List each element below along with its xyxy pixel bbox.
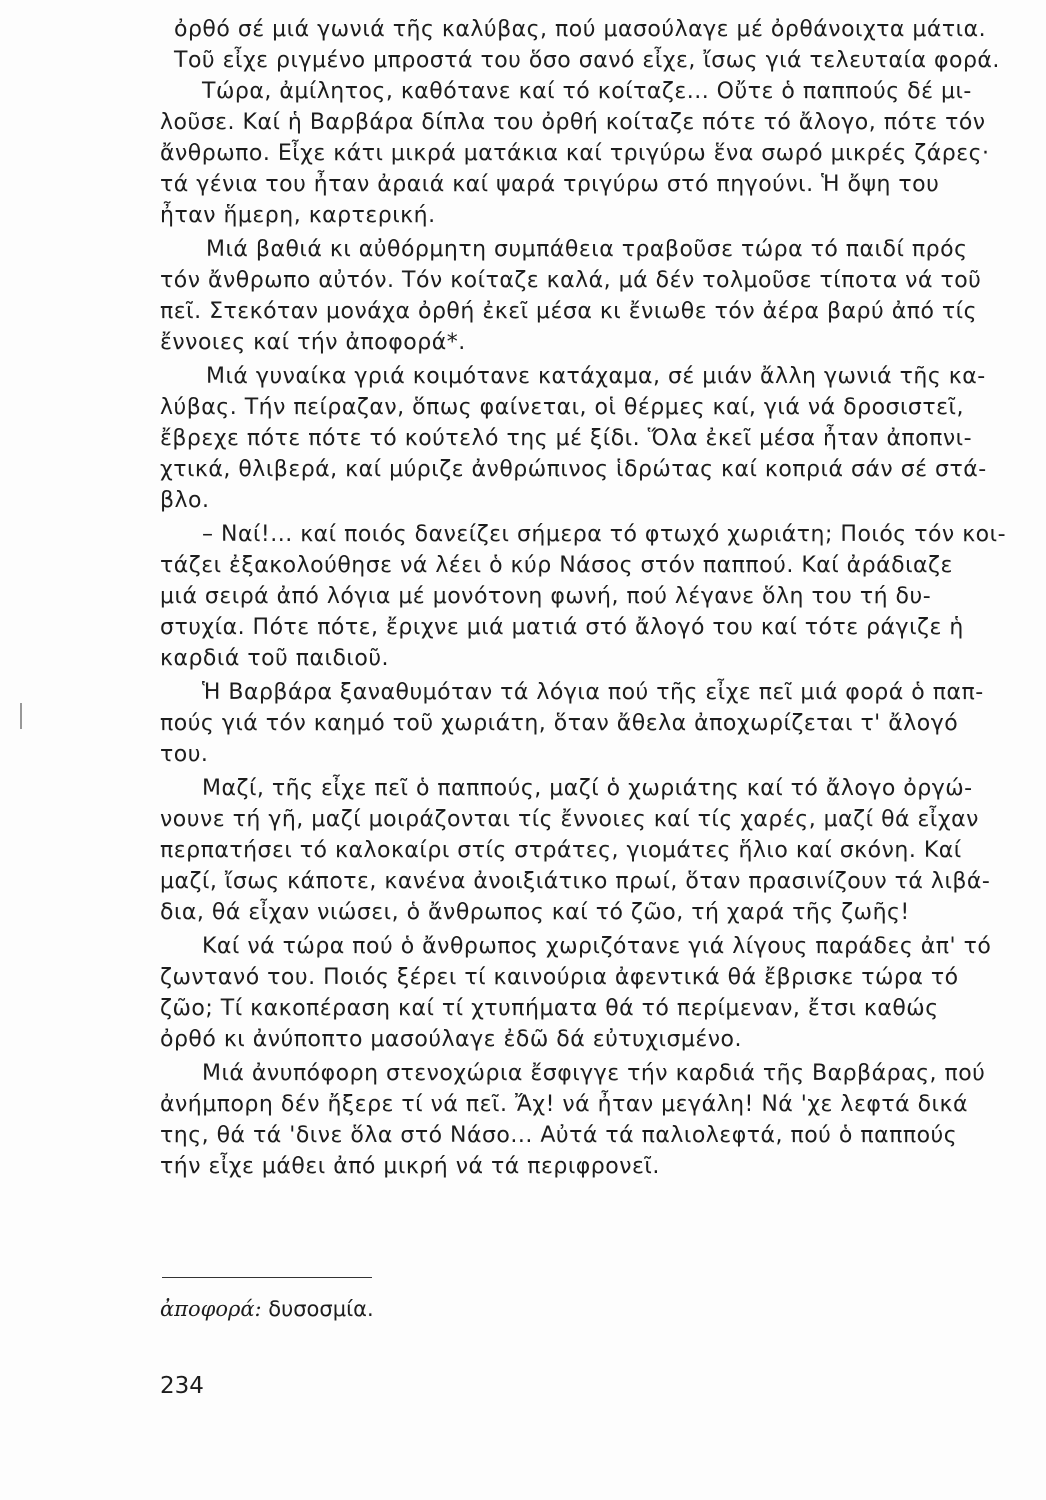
text-line: ἦταν ἥμερη, καρτερική. [160, 203, 436, 228]
text-line: ὀρθό σέ μιά γωνιά τῆς καλύβας, πού μασούλαγε μέ ὀρθάνοιχτα μάτια. [174, 17, 987, 42]
text-line: πούς γιά τόν καημό τοῦ χωριάτη, ὅταν ἄθελα ἀποχωρίζεται τ' ἄλογό [160, 711, 959, 736]
text-line: λύβας. Τήν πείραζαν, ὅπως φαίνεται, οἱ θέρμες καί, γιά νά δροσιστεῖ, [160, 395, 964, 420]
text-line: μιά σειρά ἀπό λόγια μέ μονότονη φωνή, πού λέγανε ὅλη του τή δυ- [160, 584, 932, 609]
text-line: περπατήσει τό καλοκαίρι στίς στράτες, γιομάτες ἥλιο καί σκόνη. Καί [160, 838, 962, 863]
text-line: νουνε τή γῆ, μαζί μοιράζονται τίς ἔννοιες καί τίς χαρές, μαζί θά εἶχαν [160, 807, 979, 832]
footnote-definition: δυσοσμία. [261, 1297, 374, 1321]
text-line: Τώρα, ἀμίλητος, καθότανε καί τό κοίταζε... Οὔτε ὁ παππούς δέ μι- [202, 79, 972, 104]
text-line: δια, θά εἶχαν νιώσει, ὁ ἄνθρωπος καί τό ζῶο, τή χαρά τῆς ζωῆς! [160, 900, 910, 925]
text-line: καρδιά τοῦ παιδιοῦ. [160, 646, 390, 671]
text-line: ζωντανό του. Ποιός ξέρει τί καινούρια ἀφεντικά θά ἔβρισκε τώρα τό [160, 965, 959, 990]
text-line: στυχία. Πότε πότε, ἔριχνε μιά ματιά στό ἄλογό του καί τότε ράγιζε ἡ [160, 615, 964, 640]
text-line: Μιά βαθιά κι αὐθόρμητη συμπάθεια τραβοῦσε τώρα τό παιδί πρός [206, 237, 968, 262]
text-line: ἔννοιες καί τήν ἀποφορά*. [160, 330, 466, 355]
text-line: Μαζί, τῆς εἶχε πεῖ ὁ παππούς, μαζί ὁ χωριάτης καί τό ἄλογο ὀργώ- [202, 776, 973, 801]
text-line: τήν εἶχε μάθει ἀπό μικρή νά τά περιφρονεῖ. [160, 1154, 660, 1179]
page-number: 234 [160, 1373, 204, 1399]
text-line: Μιά γυναίκα γριά κοιμότανε κατάχαμα, σέ μιάν ἄλλη γωνιά τῆς κα- [206, 364, 986, 389]
text-line: λοῦσε. Καί ἡ Βαρβάρα δίπλα του ὀρθή κοίταζε πότε τό ἄλογο, πότε τόν [160, 110, 986, 135]
footnote-term: ἀποφορά: [160, 1297, 262, 1321]
text-line: ζῶο; Τί κακοπέραση καί τί χτυπήματα θά τό περίμεναν, ἔτσι καθώς [160, 996, 939, 1021]
text-line: Ἡ Βαρβάρα ξαναθυμόταν τά λόγια πού τῆς εἶχε πεῖ μιά φορά ὁ παπ- [202, 680, 984, 705]
main-text [160, 14, 1040, 1182]
text-line: τάζει ἐξακολούθησε νά λέει ὁ κύρ Νάσος στόν παππού. Καί ἀράδιαζε [160, 553, 953, 578]
text-line: ὀρθό κι ἀνύποπτο μασούλαγε ἐδῶ δά εὐτυχισμένο. [160, 1027, 743, 1052]
text-line: Τοῦ εἶχε ριγμένο μπροστά του ὅσο σανό εἶχε, ἴσως γιά τελευταία φορά. [174, 48, 1000, 73]
text-line: της, θά τά 'δινε ὅλα στό Νάσο... Αὐτά τά παλιολεφτά, πού ὁ παππούς [160, 1123, 958, 1148]
margin-mark [20, 703, 22, 729]
footnote-divider [162, 1277, 372, 1278]
text-line: βλο. [160, 488, 210, 513]
text-line: μαζί, ἴσως κάποτε, κανένα ἀνοιξιάτικο πρωί, ὅταν πρασινίζουν τά λιβά- [160, 869, 991, 894]
text-line: Μιά ἀνυπόφορη στενοχώρια ἔσφιγγε τήν καρδιά τῆς Βαρβάρας, πού [202, 1061, 986, 1086]
text-line: πεῖ. Στεκόταν μονάχα ὀρθή ἐκεῖ μέσα κι ἔνιωθε τόν ἀέρα βαρύ ἀπό τίς [160, 299, 978, 324]
text-line: ἀνήμπορη δέν ἤξερε τί νά πεῖ. Ἄχ! νά ἦταν μεγάλη! Νά 'χε λεφτά δικά [160, 1092, 968, 1117]
text-line: ἔβρεχε πότε πότε τό κούτελό της μέ ξίδι. Ὅλα ἐκεῖ μέσα ἦταν ἀποπνι- [160, 426, 973, 451]
text-line: Καί νά τώρα πού ὁ ἄνθρωπος χωριζότανε γιά λίγους παράδες ἀπ' τό [202, 934, 992, 959]
text-line: – Ναί!... καί ποιός δανείζει σήμερα τό φτωχό χωριάτη; Ποιός τόν κοι- [202, 522, 1007, 547]
text-line: τά γένια του ἦταν ἀραιά καί ψαρά τριγύρω στό πηγούνι. Ἡ ὄψη του [160, 172, 940, 197]
text-line: ἄνθρωπο. Εἶχε κάτι μικρά ματάκια καί τριγύρω ἕνα σωρό μικρές ζάρες· [160, 141, 990, 166]
text-line: τόν ἄνθρωπο αὐτόν. Τόν κοίταζε καλά, μά δέν τολμοῦσε τίποτα νά τοῦ [160, 268, 982, 293]
footnote [160, 1297, 374, 1321]
text-line: του. [160, 742, 209, 767]
text-line: χτικά, θλιβερά, καί μύριζε ἀνθρώπινος ἱδρώτας καί κοπριά σάν σέ στά- [160, 457, 987, 482]
